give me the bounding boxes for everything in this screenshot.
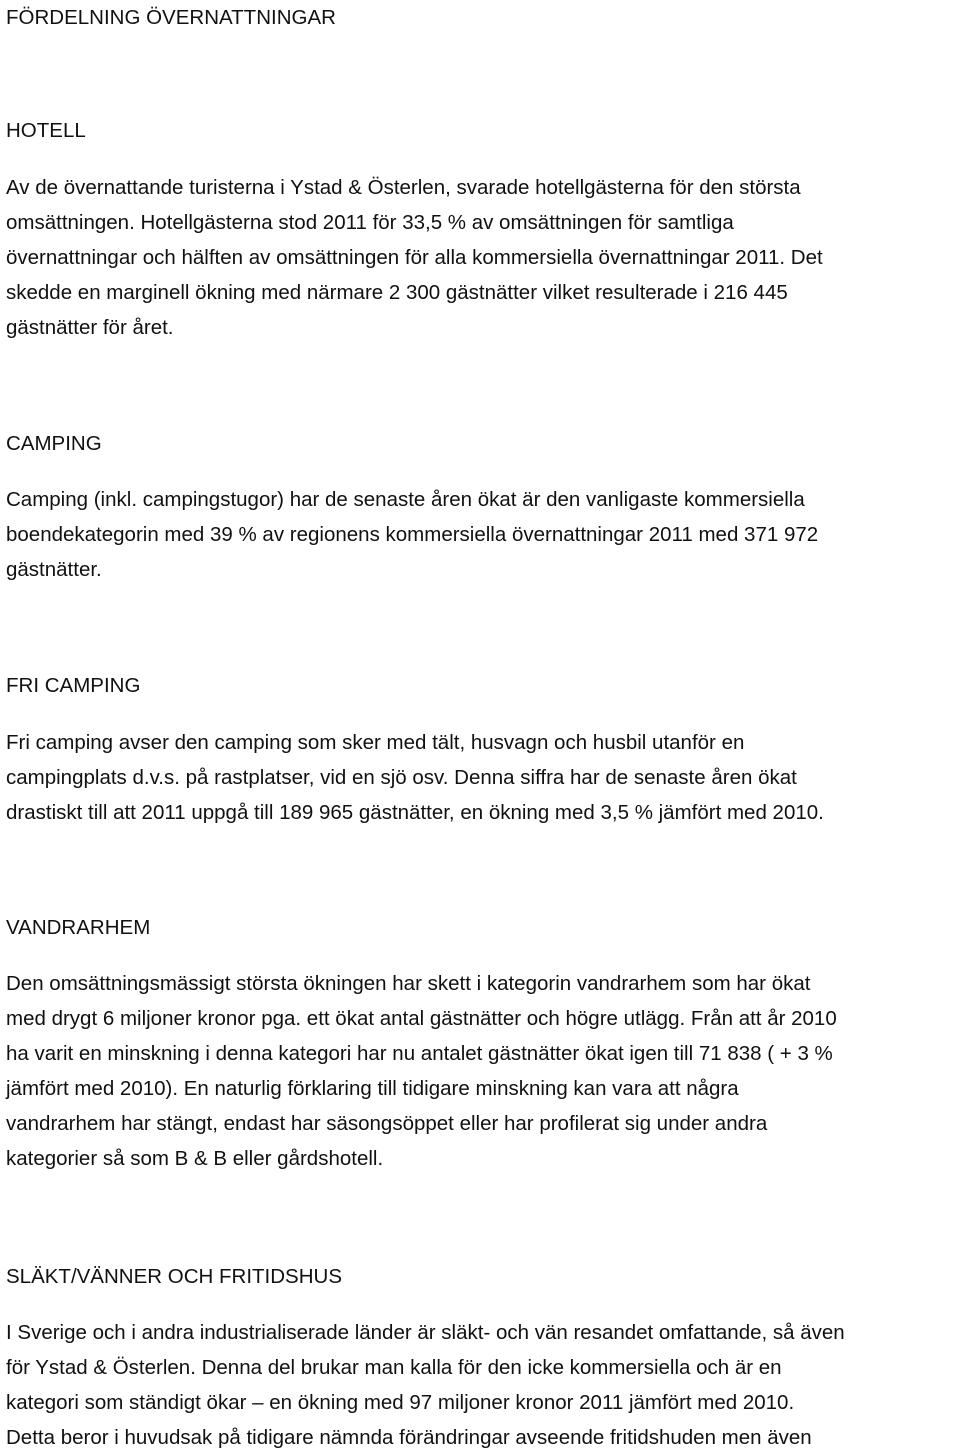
text-line: jämfört med 2010). En naturlig förklaring till tidigare minskning kan vara att några [6, 1077, 739, 1100]
text-line: vandrarhem har stängt, endast har säsongsöppet eller har profilerat sig under andra [6, 1112, 768, 1135]
text-line: I Sverige och i andra industrialiserade länder är släkt- och vän resandet omfattande, så även [6, 1321, 845, 1344]
text-line: skedde en marginell ökning med närmare 2 300 gästnätter vilket resulterade i 216 445 [6, 281, 788, 304]
text-line: ha varit en minskning i denna kategori har nu antalet gästnätter ökat igen till 71 838 ( + 3 % [6, 1042, 833, 1065]
text-line: kategorier så som B & B eller gårdshotell. [6, 1147, 384, 1170]
section-body-camping [6, 482, 960, 587]
text-line: Detta beror i huvudsak på tidigare nämnda förändringar avseende fritidshuden men även [6, 1426, 812, 1449]
section-body-hotell [6, 170, 960, 345]
text-line: Camping (inkl. campingstugor) har de senaste åren ökat är den vanligaste kommersiella [6, 488, 805, 511]
text-line: övernattningar och hälften av omsättningen för alla kommersiella övernattningar 2011. Det [6, 246, 823, 269]
text-line: gästnätter. [6, 558, 102, 581]
text-line: för Ystad & Österlen. Denna del brukar man kalla för den icke kommersiella och är en [6, 1356, 782, 1379]
section-heading-hotell: HOTELL [6, 119, 86, 142]
section-heading-slakt-vanner: SLÄKT/VÄNNER OCH FRITIDSHUS [6, 1265, 343, 1288]
text-line: boendekategorin med 39 % av regionens kommersiella övernattningar 2011 med 371 972 [6, 523, 819, 546]
section-heading-vandrarhem: VANDRARHEM [6, 916, 151, 939]
text-line: gästnätter för året. [6, 316, 174, 339]
text-line: Den omsättningsmässigt största ökningen har skett i kategorin vandrarhem som har ökat [6, 972, 811, 995]
section-body-slakt-vanner [6, 1315, 960, 1455]
text-line: omsättningen. Hotellgästerna stod 2011 för 33,5 % av omsättningen för samtliga [6, 211, 734, 234]
text-line: kategori som ständigt ökar – en ökning med 97 miljoner kronor 2011 jämfört med 2010. [6, 1391, 795, 1414]
section-body-fri-camping [6, 725, 960, 830]
text-line: drastiskt till att 2011 uppgå till 189 965 gästnätter, en ökning med 3,5 % jämfört med 2010. [6, 801, 824, 824]
document-title: FÖRDELNING ÖVERNATTNINGAR [6, 6, 336, 29]
text-line: Fri camping avser den camping som sker med tält, husvagn och husbil utanför en [6, 731, 745, 754]
section-body-vandrarhem [6, 966, 960, 1176]
text-line: campingplats d.v.s. på rastplatser, vid en sjö osv. Denna siffra har de senaste åren ökat [6, 766, 797, 789]
section-heading-fri-camping: FRI CAMPING [6, 674, 141, 697]
section-heading-camping: CAMPING [6, 432, 102, 455]
text-line: med drygt 6 miljoner kronor pga. ett ökat antal gästnätter och högre utlägg. Från att år 2010 [6, 1007, 837, 1030]
text-line: Av de övernattande turisterna i Ystad & Österlen, svarade hotellgästerna för den största [6, 176, 801, 199]
